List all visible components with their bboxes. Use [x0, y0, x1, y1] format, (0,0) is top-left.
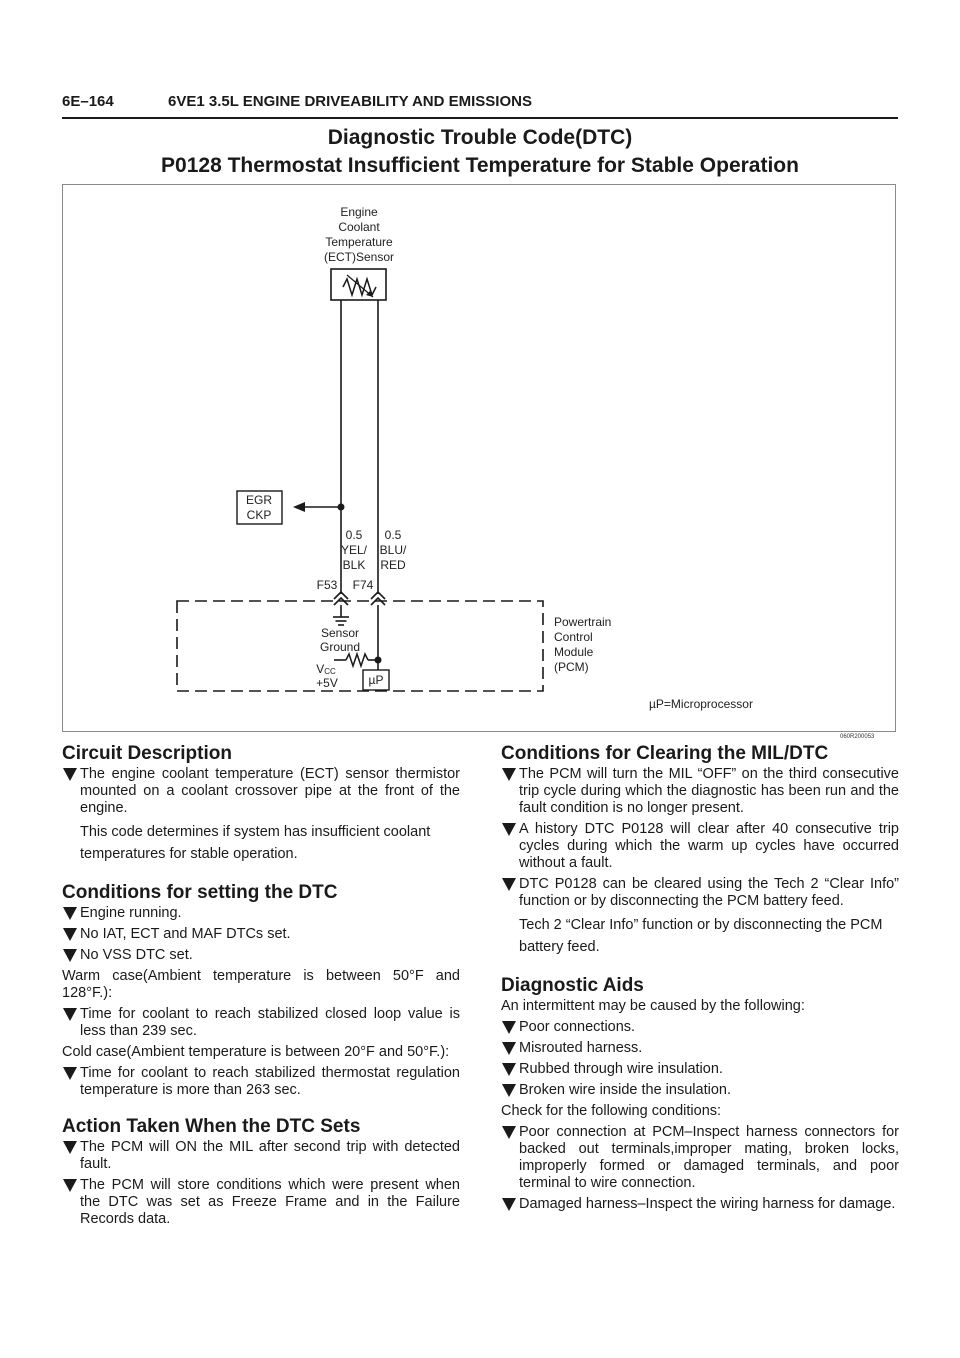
figure-id: 060R200053: [840, 734, 875, 740]
pcm-line-3: Module: [554, 645, 594, 659]
aids-bullet-4: Broken wire inside the insulation.: [501, 1082, 899, 1099]
aids-bullet-6: Damaged harness–Inspect the wiring harness for damage.: [501, 1196, 899, 1213]
title-line-2: P0128 Thermostat Insufficient Temperature for Stable Operation: [161, 154, 799, 177]
pcm-line-2: Control: [554, 630, 593, 644]
ect-label-line-4: (ECT)Sensor: [323, 250, 395, 264]
wire2-color-b: RED: [380, 558, 406, 572]
action-bullet-1: The PCM will ON the MIL after second trip with detected fault.: [62, 1139, 460, 1173]
aids-bullet-1: Poor connections.: [501, 1019, 899, 1036]
sensor-ground-line-2: Ground: [319, 640, 361, 654]
setting-bullet-1: Engine running.: [62, 905, 460, 922]
terminal-labels: [317, 578, 374, 592]
page-header: [62, 91, 898, 119]
vcc-label: [316, 662, 338, 690]
wire1-gauge: 0.5: [345, 528, 363, 542]
vcc-v: V: [316, 662, 325, 676]
sensor-ground-label: [320, 626, 360, 654]
ect-label-line-3: Temperature: [325, 235, 393, 249]
wiring-diagram: [62, 184, 896, 732]
egr-ckp-label: [246, 493, 272, 522]
egr-ckp-arrow: [293, 502, 305, 512]
document-title: [62, 124, 898, 180]
circuit-description-bullet: The engine coolant temperature (ECT) sensor thermistor mounted on a coolant crossover pipe at the front of the engine.: [62, 766, 460, 817]
aids-bullet-5: Poor connection at PCM–Inspect harness connectors for backed out terminals,improper mating, broken locks, improperly formed or damaged terminals, and poor terminal to wire connection.: [501, 1124, 899, 1192]
ckp-label: CKP: [246, 508, 272, 522]
left-column: [62, 742, 460, 1232]
clearing-heading: Conditions for Clearing the MIL/DTC: [501, 743, 829, 764]
wire2-gauge: 0.5: [384, 528, 402, 542]
check-conditions-text: Check for the following conditions:: [501, 1103, 722, 1119]
pcm-line-1: Powertrain: [554, 615, 612, 629]
aids-bullet-2: Misrouted harness.: [501, 1040, 899, 1057]
wire-labels: [341, 528, 407, 572]
page-number: 6E–164: [62, 93, 114, 110]
pcm-line-4: (PCM): [554, 660, 589, 674]
diagnostic-aids-heading: Diagnostic Aids: [501, 975, 644, 996]
wire1-color-a: YEL/: [340, 543, 368, 557]
vcc-value: +5V: [316, 676, 338, 690]
title-line-1: Diagnostic Trouble Code(DTC): [327, 126, 633, 149]
ect-label-line-2: Coolant: [338, 220, 380, 234]
clearing-bullet-2: A history DTC P0128 will clear after 40 consecutive trip cycles during which the warm up cycles have occurred without a fault.: [501, 821, 899, 872]
wire2-color-a: BLU/: [379, 543, 407, 557]
action-taken-heading: Action Taken When the DTC Sets: [62, 1116, 361, 1137]
vcc-sub: CC: [324, 667, 336, 676]
ect-sensor-label: [324, 205, 394, 264]
microprocessor-label: µP: [368, 673, 384, 687]
microprocessor-note: µP=Microprocessor: [649, 697, 753, 711]
action-bullet-2: The PCM will store conditions which were present when the DTC was set as Freeze Frame and in the Failure Records data.: [62, 1177, 460, 1228]
setting-bullet-5: Time for coolant to reach stabilized thermostat regulation temperature is more than 263 sec.: [62, 1065, 460, 1099]
sensor-ground-line-1: Sensor: [320, 626, 360, 640]
clearing-bullet-1: The PCM will turn the MIL “OFF” on the third consecutive trip cycle during which the diagnostic has been run and the fault condition is no longer present.: [501, 766, 899, 817]
wiring-diagram-svg: [63, 185, 897, 733]
circuit-description-heading: Circuit Description: [62, 743, 232, 764]
clearing-bullet-3: DTC P0128 can be cleared using the Tech 2 “Clear Info” function or by disconnecting the PCM battery feed.: [501, 876, 899, 910]
diagnostic-aids-intro: An intermittent may be caused by the following:: [501, 998, 805, 1014]
right-column: [501, 742, 899, 1217]
pullup-resistor-icon: [346, 654, 368, 666]
circuit-description-note: This code determines if system has insufficient coolant temperatures for stable operation.: [80, 824, 431, 862]
wire1-color-b: BLK: [342, 558, 366, 572]
ect-label-line-1: Engine: [340, 205, 378, 219]
setting-bullet-4: Time for coolant to reach stabilized closed loop value is less than 239 sec.: [62, 1006, 460, 1040]
egr-label: EGR: [245, 493, 273, 507]
terminal-f53: F53: [316, 578, 338, 592]
section-title: 6VE1 3.5L ENGINE DRIVEABILITY AND EMISSIONS: [168, 93, 532, 110]
vcc-text: [316, 662, 336, 676]
setting-bullet-3: No VSS DTC set.: [62, 947, 460, 964]
cold-case-text: Cold case(Ambient temperature is between 20°F and 50°F.):: [62, 1044, 450, 1060]
setting-bullet-2: No IAT, ECT and MAF DTCs set.: [62, 926, 460, 943]
warm-case-text: Warm case(Ambient temperature is between 50°F and 128°F.):: [62, 968, 460, 1001]
aids-bullet-3: Rubbed through wire insulation.: [501, 1061, 899, 1078]
conditions-setting-heading: Conditions for setting the DTC: [62, 882, 338, 903]
terminal-f74: F74: [352, 578, 374, 592]
clearing-note: Tech 2 “Clear Info” function or by disconnecting the PCM battery feed.: [519, 917, 883, 955]
pcm-label: [554, 615, 611, 674]
